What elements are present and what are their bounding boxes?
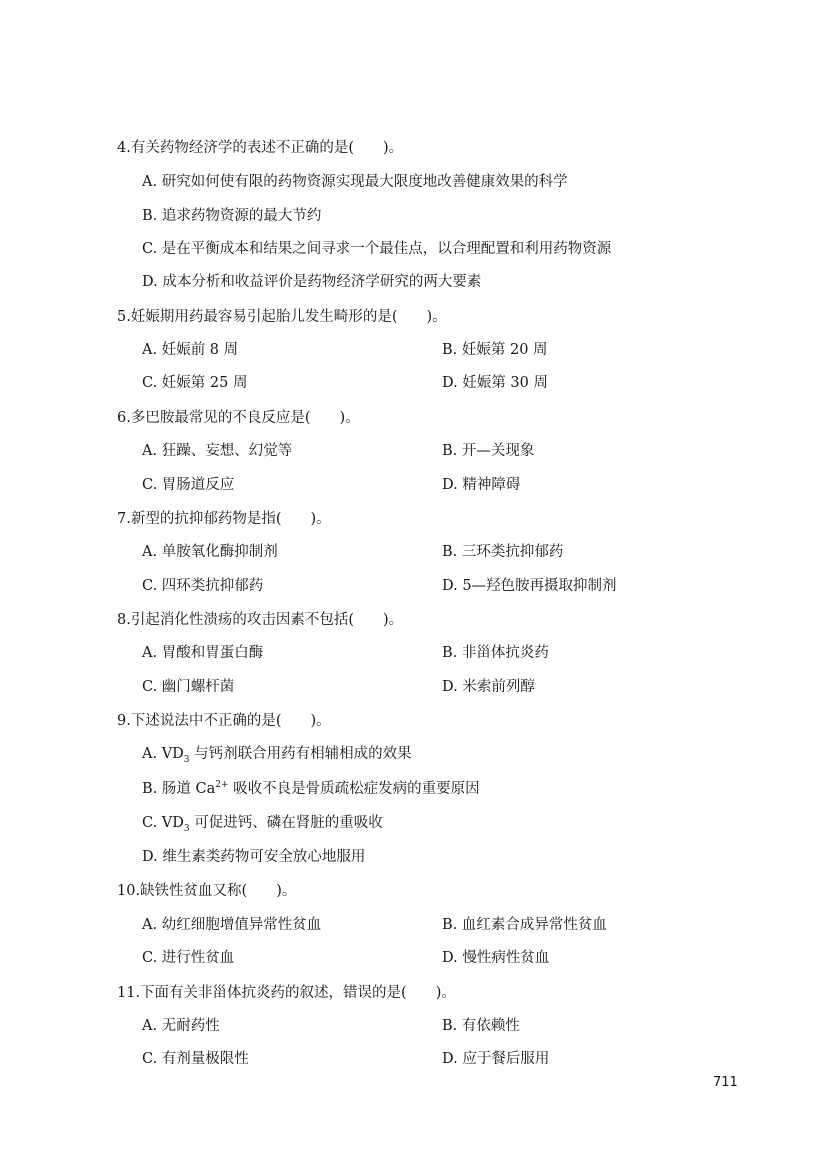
question-8-stem: 8.引起消化性溃疡的攻击因素不包括( )。 — [117, 612, 404, 628]
question-4-option-b: B. 追求药物资源的最大节约 — [142, 208, 322, 224]
question-7-stem: 7.新型的抗抑郁药物是指( )。 — [117, 511, 331, 527]
question-11-option-d: D. 应于餐后服用 — [442, 1051, 550, 1067]
question-9-option-d: D. 维生素类药物可安全放心地服用 — [142, 849, 366, 865]
question-11-stem: 11.下面有关非甾体抗炎药的叙述，错误的是( )。 — [117, 985, 456, 1001]
question-5-option-c: C. 妊娠第 25 周 — [142, 375, 248, 391]
question-6-option-d: D. 精神障碍 — [442, 477, 521, 493]
question-4-option-a: A. 研究如何使有限的药物资源实现最大限度地改善健康效果的科学 — [142, 174, 568, 190]
question-11-option-a: A. 无耐药性 — [142, 1018, 220, 1034]
subscript-3: 3 — [183, 754, 190, 765]
superscript-2plus: 2+ — [215, 780, 229, 791]
question-11-option-b: B. 有依赖性 — [442, 1018, 520, 1034]
question-7-option-b: B. 三环类抗抑郁药 — [442, 544, 564, 560]
question-9-stem: 9.下述说法中不正确的是( )。 — [117, 713, 331, 729]
question-5-option-a: A. 妊娠前 8 周 — [142, 342, 239, 358]
question-4-stem: 4.有关药物经济学的表述不正确的是( )。 — [117, 140, 404, 156]
question-8-option-a: A. 胃酸和胃蛋白酶 — [142, 645, 264, 661]
question-5-stem: 5.妊娠期用药最容易引起胎儿发生畸形的是( )。 — [117, 309, 447, 325]
question-5-option-d: D. 妊娠第 30 周 — [442, 375, 548, 391]
question-9-option-a: A. $VD_3$ 与钙剂联合用药有相辅相成的效果 — [142, 746, 412, 765]
question-9-option-c: C. $VD_3$ 可促进钙、磷在肾脏的重吸收 — [142, 815, 383, 834]
subscript-3: 3 — [183, 823, 190, 834]
question-6-option-b: B. 开—关现象 — [442, 443, 535, 459]
question-10-option-c: C. 进行性贫血 — [142, 950, 235, 966]
question-11-option-c: C. 有剂量极限性 — [142, 1051, 249, 1067]
question-10-option-a: A. 幼红细胞增值异常性贫血 — [142, 917, 322, 933]
question-10-stem: 10.缺铁性贫血又称( )。 — [117, 883, 297, 899]
question-8-option-d: D. 米索前列醇 — [442, 679, 535, 695]
page-number: 711 — [713, 1075, 738, 1090]
question-4-option-c: C. 是在平衡成本和结果之间寻求一个最佳点，以合理配置和利用药物资源 — [142, 241, 612, 257]
question-5-option-b: B. 妊娠第 20 周 — [442, 342, 548, 358]
question-10-option-b: B. 血红素合成异常性贫血 — [442, 917, 607, 933]
question-6-option-c: C. 胃肠道反应 — [142, 477, 235, 493]
question-8-option-b: B. 非甾体抗炎药 — [442, 645, 549, 661]
question-7-option-c: C. 四环类抗抑郁药 — [142, 578, 264, 594]
question-7-option-a: A. 单胺氧化酶抑制剂 — [142, 544, 278, 560]
question-6-stem: 6.多巴胺最常见的不良反应是( )。 — [117, 410, 360, 426]
question-10-option-d: D. 慢性病性贫血 — [442, 950, 550, 966]
question-8-option-c: C. 幽门螺杆菌 — [142, 679, 235, 695]
question-9-option-b: B. 肠道 $Ca^{2+}$ 吸收不良是骨质疏松症发病的重要原因 — [142, 780, 480, 797]
question-4-option-d: D. 成本分析和收益评价是药物经济学研究的两大要素 — [142, 274, 482, 290]
question-7-option-d: D. 5—羟色胺再摄取抑制剂 — [442, 578, 617, 594]
question-6-option-a: A. 狂躁、妄想、幻觉等 — [142, 443, 293, 459]
